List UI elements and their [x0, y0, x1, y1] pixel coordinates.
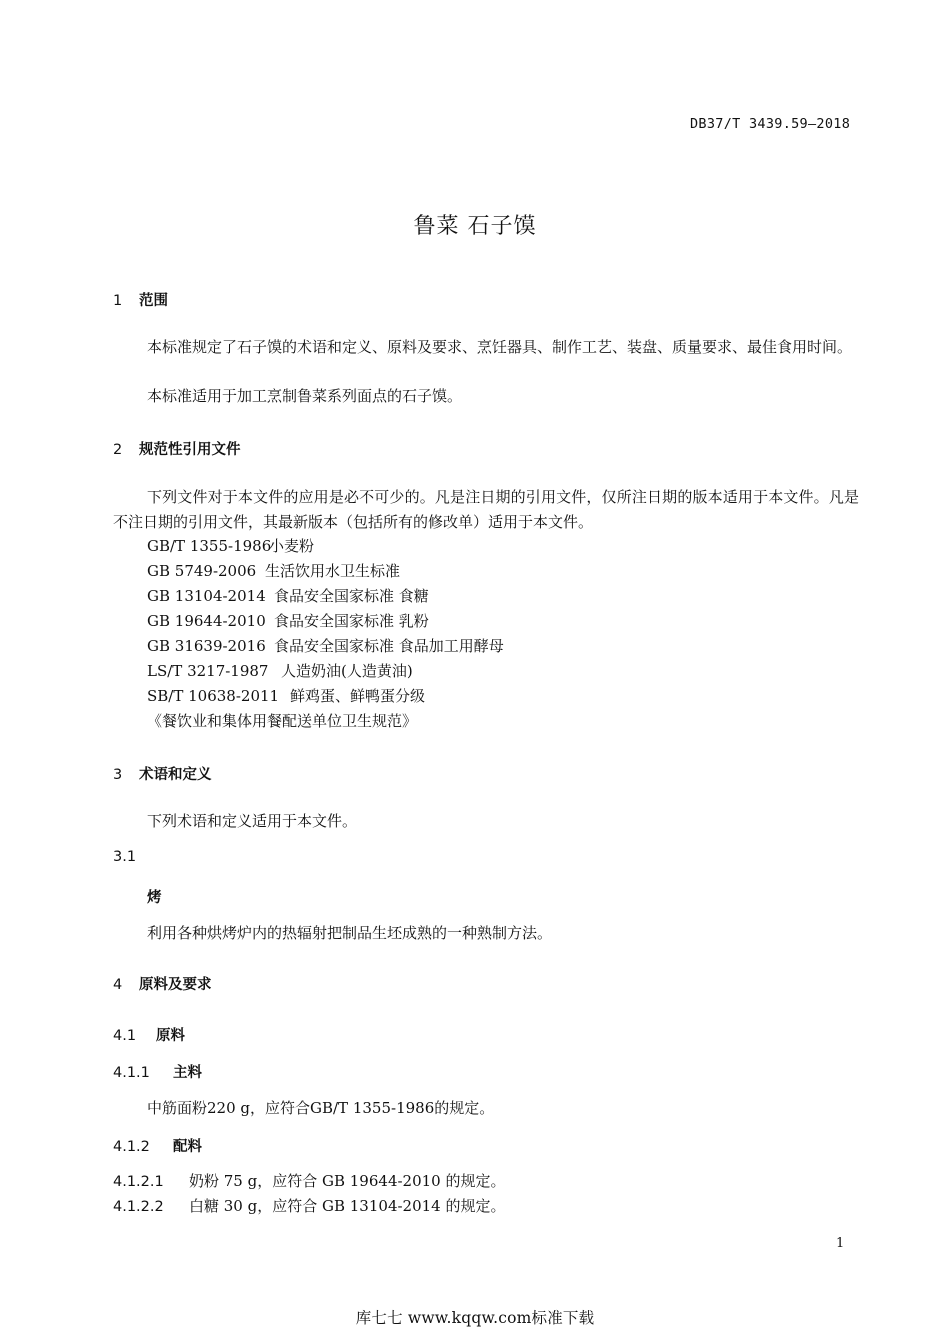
document-title: 鲁菜 石子馍 — [413, 214, 537, 239]
reference-item — [147, 685, 425, 706]
section-title: 范围 — [139, 293, 168, 309]
subsection-number: 4.1.2 — [113, 1139, 150, 1155]
clause-text: 白糖 30 g，应符合 GB 13104-2014 的规定。 — [189, 1197, 506, 1215]
section-1-heading — [113, 289, 168, 310]
reference-code: GB 13104-2014 — [147, 587, 266, 605]
section-2-heading — [113, 438, 241, 459]
subsection-number: 4.1.1 — [113, 1065, 150, 1081]
reference-code: LS/T 3217-1987 — [147, 662, 269, 680]
reference-code: SB/T 10638-2011 — [147, 687, 280, 705]
normative-references-paragraph: 下列文件对于本文件的应用是必不可少的。凡是注日期的引用文件，仅所注日期的版本适用于本文件。凡是不注日期的引用文件，其最新版本（包括所有的修改单）适用于本文件。 — [113, 488, 859, 531]
section-number: 1 — [113, 293, 123, 309]
clause-text: 奶粉 75 g，应符合 GB 19644-2010 的规定。 — [189, 1172, 506, 1190]
reference-title: 食品安全国家标准 食品加工用酵母 — [274, 637, 504, 655]
clause-number: 4.1.2.1 — [113, 1174, 164, 1190]
reference-item — [147, 585, 429, 606]
reference-item — [147, 535, 314, 556]
term-number: 3.1 — [113, 849, 137, 865]
section-number: 4 — [113, 977, 123, 993]
reference-item — [147, 635, 504, 656]
main-ingredient-paragraph: 中筋面粉220 g，应符合GB/T 1355-1986的规定。 — [147, 1099, 495, 1117]
reference-item — [147, 660, 413, 681]
terms-intro-paragraph: 下列术语和定义适用于本文件。 — [147, 812, 358, 830]
subsection-title: 原料 — [156, 1028, 185, 1044]
reference-title: 人造奶油(人造黄油) — [281, 662, 413, 680]
section-title: 规范性引用文件 — [139, 442, 241, 458]
section-title: 术语和定义 — [139, 767, 212, 783]
reference-title: 食品安全国家标准 食糖 — [274, 587, 429, 605]
section-title: 原料及要求 — [139, 977, 212, 993]
reference-code: GB 19644-2010 — [147, 612, 266, 630]
reference-title: 小麦粉 — [269, 537, 315, 555]
clause-4-1-2-2 — [113, 1195, 506, 1216]
subsection-title: 配料 — [173, 1139, 202, 1155]
term-definition: 利用各种烘烤炉内的热辐射把制品生坯成熟的一种熟制方法。 — [147, 924, 553, 942]
section-number: 2 — [113, 442, 123, 458]
document-code: DB37/T 3439.59—2018 — [690, 116, 851, 132]
scope-paragraph-1: 本标准规定了石子馍的术语和定义、原料及要求、烹饪器具、制作工艺、装盘、质量要求、最佳食用时间。 — [147, 338, 853, 356]
section-number: 3 — [113, 767, 123, 783]
reference-title: 食品安全国家标准 乳粉 — [274, 612, 429, 630]
section-3-heading — [113, 763, 212, 784]
reference-code: GB/T 1355-1986 — [147, 537, 272, 555]
reference-item — [147, 560, 400, 581]
subsection-4-1-2-heading — [113, 1135, 202, 1156]
reference-code: GB 5749-2006 — [147, 562, 257, 580]
subsection-4-1-heading — [113, 1024, 185, 1045]
subsection-4-1-1-heading — [113, 1061, 202, 1082]
footer-watermark: 库七七 www.kqqw.com标准下载 — [355, 1309, 595, 1327]
reference-item — [147, 610, 429, 631]
page-number: 1 — [836, 1236, 845, 1251]
reference-title: 鲜鸡蛋、鲜鸭蛋分级 — [290, 687, 426, 705]
scope-paragraph-2: 本标准适用于加工烹制鲁菜系列面点的石子馍。 — [147, 387, 463, 405]
reference-item-extra: 《餐饮业和集体用餐配送单位卫生规范》 — [147, 712, 418, 730]
subsection-number: 4.1 — [113, 1028, 137, 1044]
reference-title: 生活饮用水卫生标准 — [265, 562, 401, 580]
clause-4-1-2-1 — [113, 1170, 506, 1191]
section-4-heading — [113, 973, 212, 994]
term-name: 烤 — [147, 890, 162, 906]
reference-code: GB 31639-2016 — [147, 637, 266, 655]
clause-number: 4.1.2.2 — [113, 1199, 164, 1215]
subsection-title: 主料 — [173, 1065, 202, 1081]
